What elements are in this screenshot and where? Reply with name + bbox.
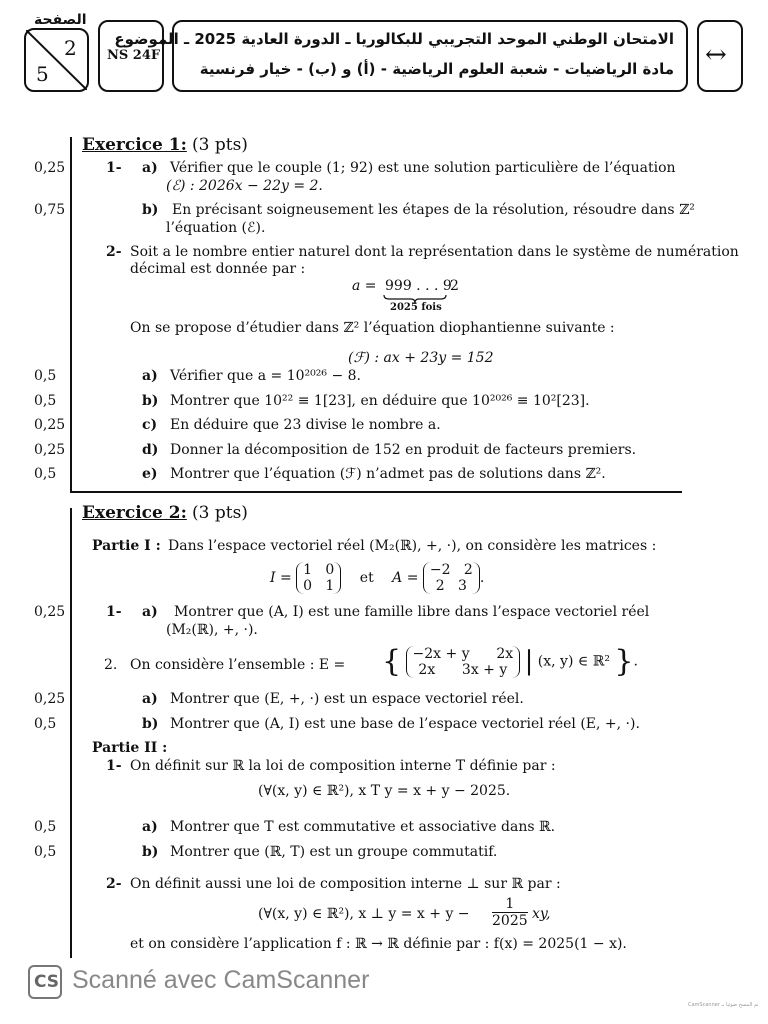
- question-text: En précisant soigneusement les étapes de la résolution, résoudre dans ℤ²: [172, 202, 695, 218]
- a-def-under: 2025 fois: [390, 302, 442, 313]
- ex2-points: (3 pts): [192, 503, 248, 523]
- exercise-1-border: [70, 137, 72, 493]
- question-number: 2-: [106, 876, 122, 892]
- question-label: c): [142, 417, 158, 433]
- A-label: A =: [392, 570, 419, 586]
- question-text: (M₂(ℝ), +, ·).: [166, 622, 258, 638]
- camscanner-tiny-text: CamScanner تم المسح ضوئيا بـ: [688, 1002, 759, 1008]
- a-def-left: a =: [352, 278, 377, 294]
- double-arrow-icon: ↔: [705, 40, 727, 70]
- question-text: Montrer que (A, I) est une famille libre dans l’espace vectoriel réel: [174, 604, 650, 620]
- fraction: 1 2025: [492, 896, 528, 929]
- question-text: Soit a le nombre entier naturel dont la représentation dans le système de numération: [130, 244, 739, 260]
- question-text: et on considère l’application f : ℝ → ℝ définie par : f(x) = 2025(1 − x).: [130, 936, 627, 952]
- question-text: Montrer que 10²² ≡ 1[23], en déduire que 10²⁰²⁶ ≡ 10²[23].: [170, 393, 590, 409]
- question-label: a): [142, 691, 158, 707]
- exercise-1-bottom: [70, 491, 682, 493]
- page-number-box: [24, 28, 89, 92]
- question-label: b): [142, 844, 159, 860]
- title-line-2: مادة الرياضيات - شعبة العلوم الرياضية - (أ) و (ب) - خيار فرنسية: [199, 60, 674, 78]
- part-title: Partie I :: [92, 538, 161, 554]
- question-number: 2.: [104, 657, 118, 673]
- page-current: 2: [64, 36, 77, 60]
- mark: 0,5: [34, 393, 57, 409]
- part-title: Partie II :: [92, 740, 168, 756]
- mark: 0,25: [34, 604, 66, 620]
- exercise-2-border: [70, 508, 72, 958]
- matrix-A: −2 2 2 3: [423, 562, 480, 594]
- question-text: décimal est donnée par :: [130, 261, 306, 277]
- question-label: a): [142, 160, 158, 176]
- mark: 0,25: [34, 417, 66, 433]
- mark: 0,75: [34, 202, 66, 218]
- title-line-1: الامتحان الوطني الموحد التجريبي للبكالوريا ـ الدورة العادية 2025 ـ الموضوع: [114, 30, 674, 48]
- matrix-definitions: I = 1 0 0 1 et A = −2 2 2 3 .: [270, 562, 485, 594]
- question-number: 2-: [106, 244, 122, 260]
- question-text: Montrer que (A, I) est une base de l’espace vectoriel réel (E, +, ·).: [170, 716, 640, 732]
- equation-E: (ℰ) : 2026x − 22y = 2.: [166, 178, 323, 194]
- question-text: Montrer que T est commutative et associative dans ℝ.: [170, 819, 556, 835]
- question-number: 1-: [106, 758, 122, 774]
- question-label: b): [142, 393, 159, 409]
- ex1-title: Exercice 1:: [82, 135, 187, 155]
- a-def-right: 2: [450, 278, 459, 294]
- equation-T: (∀(x, y) ∈ ℝ²), x T y = x + y − 2025.: [258, 783, 511, 799]
- mark: 0,25: [34, 160, 66, 176]
- ex1-points: (3 pts): [192, 135, 248, 155]
- equation-perp-right: xy,: [532, 906, 551, 922]
- mark: 0,5: [34, 368, 57, 384]
- page-total: 5: [36, 62, 49, 86]
- camscanner-logo: CS: [28, 965, 62, 999]
- matrix-I: 1 0 0 1: [296, 562, 341, 594]
- question-text: Montrer que (ℝ, T) est un groupe commutatif.: [170, 844, 498, 860]
- question-label: a): [142, 368, 158, 384]
- question-label: d): [142, 442, 159, 458]
- a-def-digits: 999 . . . 9: [385, 278, 452, 294]
- exam-code: NS 24F: [107, 48, 161, 63]
- question-text: Donner la décomposition de 152 en produit de facteurs premiers.: [170, 442, 637, 458]
- question-text: En déduire que 23 divise le nombre a.: [170, 417, 441, 433]
- question-text: On considère l’ensemble : E =: [130, 657, 346, 673]
- et: et: [359, 570, 374, 586]
- mark: 0,25: [34, 691, 66, 707]
- question-label: e): [142, 466, 158, 482]
- mark: 0,25: [34, 442, 66, 458]
- question-text: On définit sur ℝ la loi de composition interne T définie par :: [130, 758, 556, 774]
- question-label: a): [142, 819, 158, 835]
- page-label: الصفحة: [34, 12, 87, 28]
- question-text: Montrer que l’équation (ℱ) n’admet pas de solutions dans ℤ².: [170, 466, 606, 482]
- question-label: b): [142, 716, 159, 732]
- question-text: On se propose d’étudier dans ℤ² l’équation diophantienne suivante :: [130, 320, 615, 336]
- ex2-title: Exercice 2:: [82, 503, 187, 523]
- question-number: 1-: [106, 604, 122, 620]
- equation-perp: (∀(x, y) ∈ ℝ²), x ⊥ y = x + y −: [258, 906, 470, 922]
- matrix-E: −2x + y 2x 2x 3x + y: [406, 646, 521, 678]
- question-label: b): [142, 202, 159, 218]
- question-text: Vérifier que a = 10²⁰²⁶ − 8.: [170, 368, 361, 384]
- question-text: l’équation (ℰ).: [166, 220, 266, 236]
- question-number: 1-: [106, 160, 122, 176]
- mark: 0,5: [34, 844, 57, 860]
- camscanner-text: Scanné avec CamScanner: [72, 966, 370, 994]
- arrow-box: [697, 20, 743, 92]
- equation-F: (ℱ) : ax + 23y = 152: [348, 350, 494, 366]
- mark: 0,5: [34, 819, 57, 835]
- question-label: a): [142, 604, 158, 620]
- question-text: Vérifier que le couple (1; 92) est une solution particulière de l’équation: [170, 160, 676, 176]
- mark: 0,5: [34, 716, 57, 732]
- mark: 0,5: [34, 466, 57, 482]
- part-intro: Dans l’espace vectoriel réel (M₂(ℝ), +, ·), on considère les matrices :: [168, 538, 657, 554]
- I-label: I =: [270, 570, 292, 586]
- set-E: { −2x + y 2x 2x 3x + y | (x, y) ∈ ℝ² }.: [382, 644, 638, 679]
- question-text: On définit aussi une loi de composition interne ⊥ sur ℝ par :: [130, 876, 561, 892]
- question-text: Montrer que (E, +, ·) est un espace vectoriel réel.: [170, 691, 524, 707]
